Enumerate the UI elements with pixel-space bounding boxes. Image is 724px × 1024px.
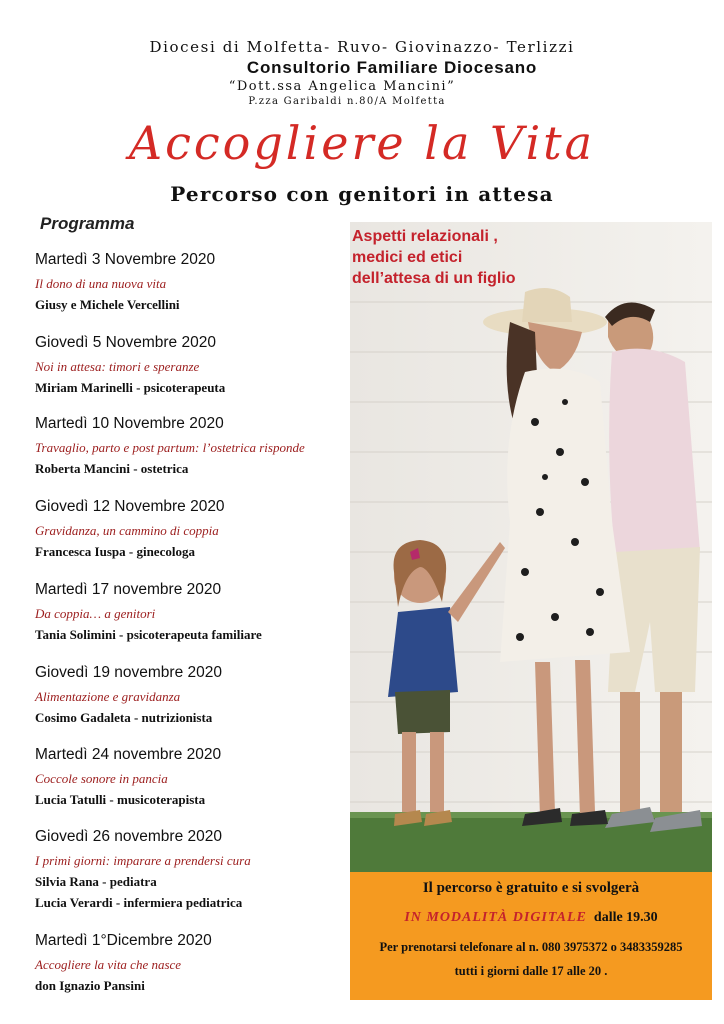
session-topic: Travaglio, parto e post partum: l’ostetrica risponde bbox=[35, 440, 305, 455]
photo-caption-line: Aspetti relazionali , bbox=[352, 228, 498, 245]
session-item bbox=[35, 580, 355, 644]
session-speaker: Francesca Iuspa - ginecologa bbox=[35, 544, 195, 559]
info-free: Il percorso è gratuito e si svolgerà bbox=[422, 880, 640, 896]
photo-caption bbox=[352, 226, 516, 289]
session-date: Giovedì 26 novembre 2020 bbox=[35, 828, 222, 845]
session-date: Martedì 24 novembre 2020 bbox=[35, 746, 222, 763]
session-speaker: Miriam Marinelli - psicoterapeuta bbox=[35, 380, 226, 395]
session-speaker: Giusy e Michele Vercellini bbox=[35, 297, 180, 312]
poster-title: Accogliere la Vita bbox=[128, 116, 596, 170]
session-date: Martedì 10 Novembre 2020 bbox=[35, 415, 224, 432]
session-topic: I primi giorni: imparare a prendersi cura bbox=[35, 853, 251, 868]
info-phone: Per prenotarsi telefonare al n. 080 3975372 o 3483359285 bbox=[379, 940, 683, 954]
session-speaker: Roberta Mancini - ostetrica bbox=[35, 461, 189, 476]
photo-caption-line: dell’attesa di un figlio bbox=[352, 270, 516, 287]
session-topic: Il dono di una nuova vita bbox=[35, 276, 167, 291]
session-date: Martedì 3 Novembre 2020 bbox=[35, 251, 216, 268]
session-speaker: Lucia Tatulli - musicoterapista bbox=[35, 792, 206, 807]
family-photo bbox=[350, 222, 712, 872]
session-date: Martedì 17 novembre 2020 bbox=[35, 581, 222, 598]
session-item bbox=[35, 250, 355, 314]
session-item bbox=[35, 931, 355, 995]
session-speaker: Cosimo Gadaleta - nutrizionista bbox=[35, 710, 213, 725]
session-speaker: Lucia Verardi - infermiera pediatrica bbox=[35, 895, 243, 910]
session-topic: Da coppia… a genitori bbox=[35, 606, 156, 621]
session-speaker: Silvia Rana - pediatra bbox=[35, 874, 157, 889]
dedication-name: “Dott.ssa Angelica Mancini” bbox=[228, 79, 456, 94]
session-item bbox=[35, 414, 355, 478]
session-item bbox=[35, 333, 355, 397]
session-date: Martedì 1°Dicembre 2020 bbox=[35, 932, 212, 949]
session-speaker: don Ignazio Pansini bbox=[35, 978, 145, 993]
info-days: tutti i giorni dalle 17 alle 20 . bbox=[454, 964, 608, 978]
session-date: Giovedì 19 novembre 2020 bbox=[35, 664, 222, 681]
info-mode bbox=[350, 910, 712, 926]
address: P.zza Garibaldi n.80/A Molfetta bbox=[248, 96, 446, 107]
info-box bbox=[350, 872, 712, 1000]
info-digital: IN MODALITÀ DIGITALE bbox=[404, 910, 587, 925]
session-topic: Noi in attesa: timori e speranze bbox=[35, 359, 200, 374]
session-item bbox=[35, 827, 355, 912]
programma-heading: Programma bbox=[40, 214, 135, 233]
poster-subtitle: Percorso con genitori in attesa bbox=[170, 182, 554, 206]
info-time: dalle 19.30 bbox=[593, 910, 658, 925]
photo-caption-line: medici ed etici bbox=[352, 249, 463, 266]
session-date: Giovedì 12 Novembre 2020 bbox=[35, 498, 225, 515]
session-item bbox=[35, 745, 355, 809]
diocese-name: Diocesi di Molfetta- Ruvo- Giovinazzo- Terlizzi bbox=[149, 38, 575, 56]
session-item bbox=[35, 663, 355, 727]
session-speaker: Tania Solimini - psicoterapeuta familiare bbox=[35, 627, 262, 642]
session-topic: Alimentazione e gravidanza bbox=[35, 689, 181, 704]
session-item bbox=[35, 497, 355, 561]
session-topic: Coccole sonore in pancia bbox=[35, 771, 168, 786]
session-date: Giovedì 5 Novembre 2020 bbox=[35, 334, 216, 351]
session-topic: Accogliere la vita che nasce bbox=[35, 957, 182, 972]
session-topic: Gravidanza, un cammino di coppia bbox=[35, 523, 219, 538]
organization-name: Consultorio Familiare Diocesano bbox=[246, 58, 538, 77]
